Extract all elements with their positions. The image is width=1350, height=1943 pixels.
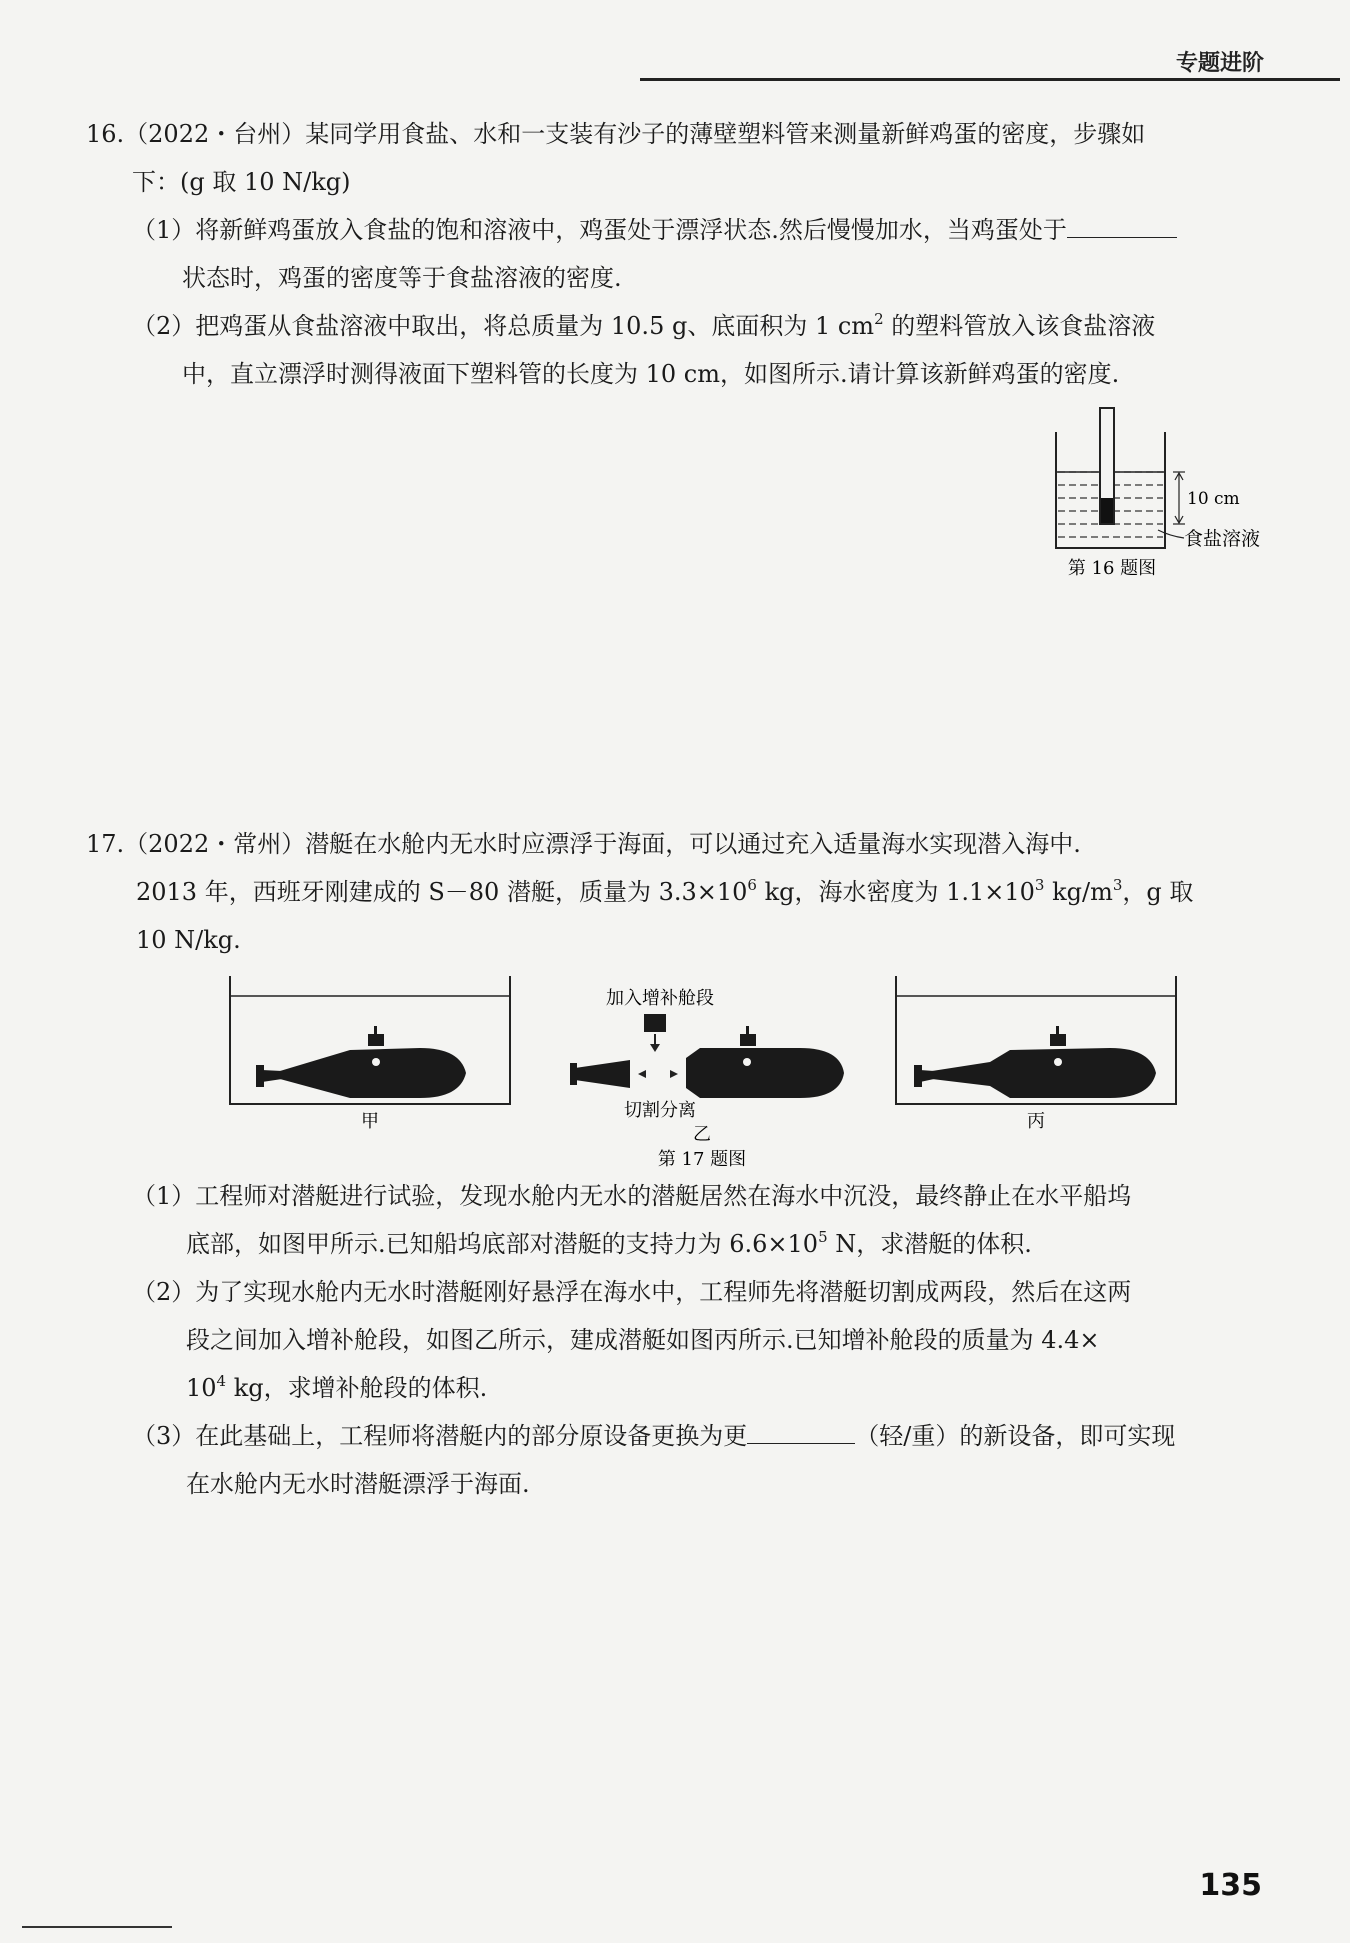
submarine-yi-stern (570, 1060, 630, 1088)
submarine-bing (914, 1026, 1156, 1098)
q16-part-2 (132, 302, 1272, 350)
q17-line-2-c: kg/m (1044, 878, 1113, 906)
label-cut-separate: 切割分离 (624, 1100, 696, 1121)
q17-part-2-cont-2 (186, 1364, 487, 1412)
header-rule (640, 78, 1340, 81)
q16-part-2-cont: 中，直立漂浮时测得液面下塑料管的长度为 10 cm，如图所示.请计算该新鲜鸡蛋的密度. (182, 360, 1120, 388)
q16-line-1: 16.（2022・台州）某同学用食盐、水和一支装有沙子的薄壁塑料管来测量新鲜鸡蛋的密度，步骤如 (86, 120, 1146, 148)
figure-16 (1040, 400, 1280, 590)
q17-line-2-b: kg，海水密度为 1.1×10 (756, 878, 1035, 906)
header-title: 专题进阶 (1175, 51, 1264, 76)
q17-part-1-cont-a: 底部，如图甲所示.已知船坞底部对潜艇的支持力为 6.6×10 (186, 1230, 819, 1258)
q17-part-1-cont-b: N，求潜艇的体积. (827, 1230, 1032, 1258)
q16-part-2-tail: 的塑料管放入该食盐溶液 (883, 312, 1156, 340)
q17-part-3-b: （轻/重）的新设备，即可实现 (855, 1422, 1176, 1450)
superscript: 2 (874, 310, 884, 328)
panel-bing (896, 976, 1176, 1132)
label-add-section: 加入增补舱段 (606, 988, 714, 1009)
length-label: 10 cm (1187, 489, 1240, 509)
q17-part-2-cont: 段之间加入增补舱段，如图乙所示，建成潜艇如图丙所示.已知增补舱段的质量为 4.4× (186, 1326, 1100, 1354)
q17-part-2-cont-2-a: 10 (186, 1374, 217, 1402)
q17-line-3: 10 N/kg. (136, 926, 241, 954)
solution-label: 食盐溶液 (1184, 528, 1261, 550)
q17-line-2 (136, 868, 1316, 916)
q17-part-2: （2）为了实现水舱内无水时潜艇刚好悬浮在海水中，工程师先将潜艇切割成两段，然后在这两 (132, 1278, 1132, 1306)
page-number: 135 (1199, 1868, 1262, 1903)
figure-16-caption: 第 16 题图 (1067, 558, 1157, 579)
answer-blank-q16[interactable] (1067, 211, 1177, 238)
answer-blank-q17[interactable] (747, 1417, 855, 1444)
footer-rule (22, 1926, 172, 1928)
caption-jia: 甲 (361, 1111, 379, 1132)
submarine-jia (256, 1026, 466, 1098)
q17-line-2-a: 2013 年，西班牙刚建成的 S－80 潜艇，质量为 3.3×10 (136, 878, 748, 906)
caption-yi: 乙 (693, 1124, 711, 1145)
q16-part-1-text: （1）将新鲜鸡蛋放入食盐的饱和溶液中，鸡蛋处于漂浮状态.然后慢慢加水，当鸡蛋处于 (132, 216, 1067, 244)
q16-line-2: 下：(g 取 10 N/kg) (132, 168, 351, 196)
q16-part-1 (132, 206, 1272, 254)
panel-yi (570, 988, 844, 1170)
submarine-yi-bow (686, 1026, 844, 1098)
q17-line-2-d: ，g 取 (1122, 878, 1194, 906)
q17-part-3-a: （3）在此基础上，工程师将潜艇内的部分原设备更换为更 (132, 1422, 748, 1450)
q17-part-3-cont: 在水舱内无水时潜艇漂浮于海面. (186, 1470, 530, 1498)
figure-17-caption: 第 17 题图 (657, 1149, 747, 1170)
added-section (644, 1014, 666, 1032)
q16-part-1-cont: 状态时，鸡蛋的密度等于食盐溶液的密度. (182, 264, 622, 292)
q16-part-2-text: （2）把鸡蛋从食盐溶液中取出，将总质量为 10.5 g、底面积为 1 cm (132, 312, 875, 340)
superscript: 6 (747, 876, 757, 894)
sand (1101, 498, 1113, 523)
q17-part-3 (132, 1412, 1272, 1460)
q17-line-1: 17.（2022・常州）潜艇在水舱内无水时应漂浮于海面，可以通过充入适量海水实现潜入海中. (86, 830, 1081, 858)
panel-jia (230, 976, 510, 1132)
superscript: 5 (818, 1228, 828, 1246)
q17-part-2-cont-2-b: kg，求增补舱段的体积. (226, 1374, 488, 1402)
superscript: 4 (216, 1372, 227, 1390)
figure-17 (220, 970, 1200, 1170)
superscript: 3 (1112, 876, 1123, 894)
caption-bing: 丙 (1027, 1111, 1045, 1132)
superscript: 3 (1034, 876, 1045, 894)
q17-part-1: （1）工程师对潜艇进行试验，发现水舱内无水的潜艇居然在海水中沉没，最终静止在水平船坞 (132, 1182, 1132, 1210)
q17-part-1-cont (186, 1220, 1032, 1268)
